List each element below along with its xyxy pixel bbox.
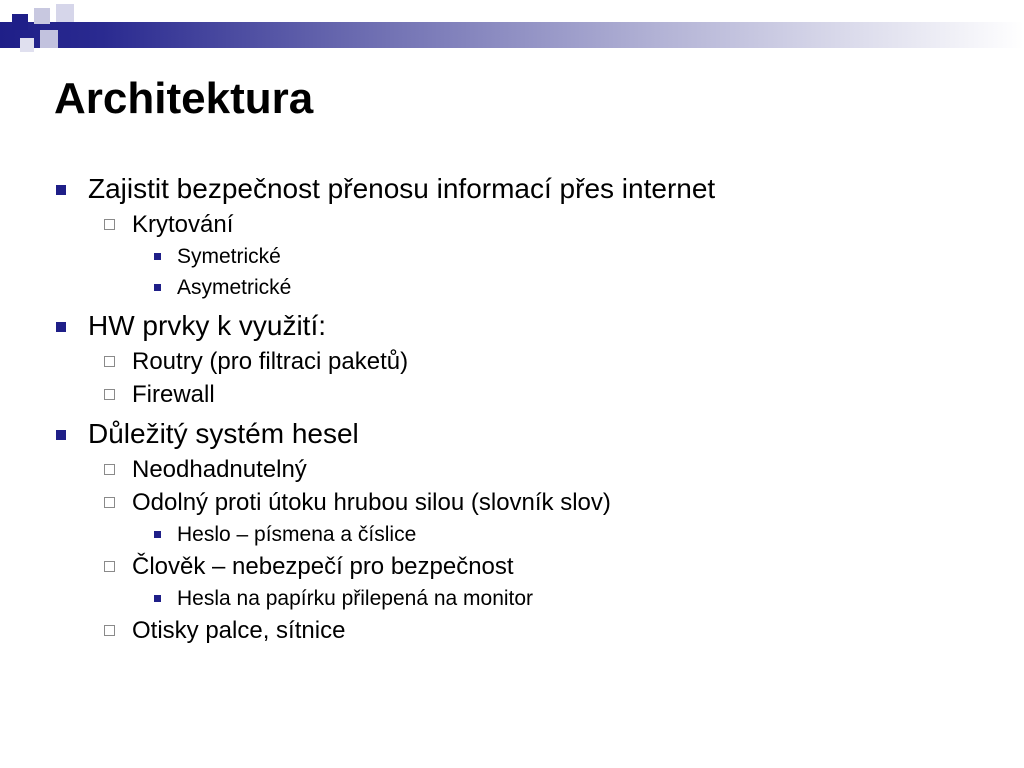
list-item [50,453,990,486]
list-item [50,519,990,550]
small-square-bullet-icon [154,253,161,260]
list-item [50,272,990,303]
hollow-square-bullet-icon [104,561,115,572]
list-item [50,170,990,208]
decor-square-icon [40,30,58,48]
decor-square-icon [34,8,50,24]
list-item-text: Asymetrické [177,276,292,299]
list-item-text: Zajistit bezpečnost přenosu informací přes internet [88,173,716,204]
list-item-text: Firewall [132,381,215,408]
hollow-square-bullet-icon [104,625,115,636]
list-item [50,378,990,411]
bullet-list [50,166,990,647]
slide-title: Architektura [54,74,314,123]
list-item-text: Neodhadnutelný [132,456,307,483]
list-item [50,415,990,453]
list-item-text: Člověk – nebezpečí pro bezpečnost [132,553,514,580]
hollow-square-bullet-icon [104,497,115,508]
list-item-text: Symetrické [177,245,281,268]
hollow-square-bullet-icon [104,356,115,367]
list-item [50,307,990,345]
list-item [50,486,990,519]
square-bullet-icon [56,322,66,332]
decor-square-icon [12,14,28,30]
list-item [50,614,990,647]
list-item-text: Důležitý systém hesel [88,418,359,449]
list-item-text: HW prvky k využití: [88,310,327,341]
decor-square-icon [56,4,74,22]
list-item [50,550,990,583]
list-item [50,208,990,241]
list-item [50,241,990,272]
header-gradient-band [0,22,1024,48]
square-bullet-icon [56,185,66,195]
small-square-bullet-icon [154,284,161,291]
decor-square-icon [20,38,34,52]
small-square-bullet-icon [154,531,161,538]
hollow-square-bullet-icon [104,389,115,400]
list-item-text: Krytování [132,211,234,238]
square-bullet-icon [56,430,66,440]
list-item-text: Hesla na papírku přilepená na monitor [177,587,534,610]
list-item-text: Otisky palce, sítnice [132,617,346,644]
list-item-text: Routry (pro filtraci paketů) [132,348,409,375]
list-item [50,583,990,614]
list-item [50,345,990,378]
list-item-text: Odolný proti útoku hrubou silou (slovník slov) [132,489,611,516]
small-square-bullet-icon [154,595,161,602]
hollow-square-bullet-icon [104,219,115,230]
hollow-square-bullet-icon [104,464,115,475]
list-item-text: Heslo – písmena a číslice [177,523,417,546]
